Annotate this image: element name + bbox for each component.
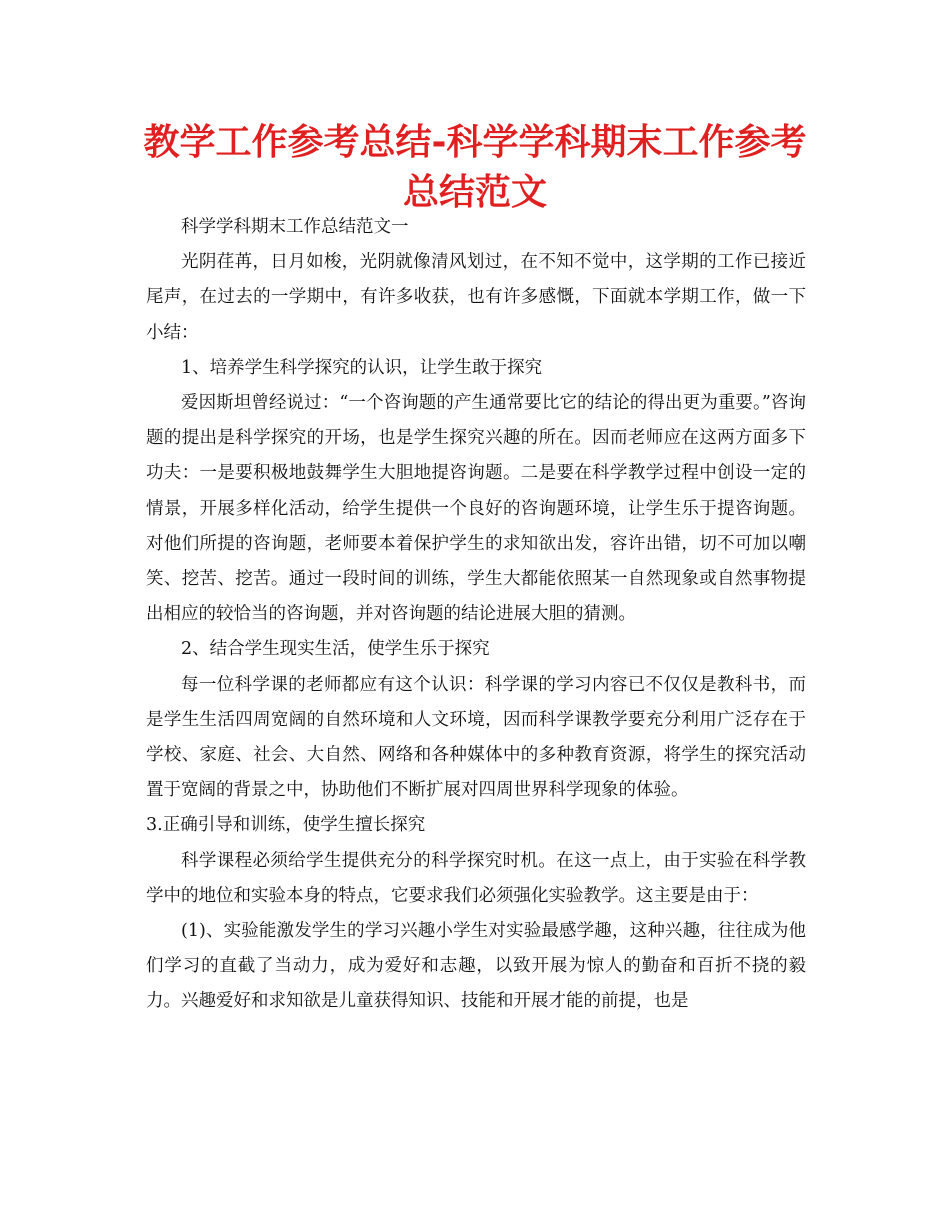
paragraph: 光阴荏苒，日月如梭，光阴就像清风划过，在不知不觉中，这学期的工作已接近尾声，在过去的一学期中，有许多收获，也有许多感慨，下面就本学期工作，做一下小结： <box>146 252 806 343</box>
paragraph: 科学学科期末工作总结范文一 <box>181 217 409 237</box>
paragraph: 每一位科学课的老师都应有这个认识：科学课的学习内容已不仅仅是教科书，而是学生生活四周宽阔的自然环境和人文环境，因而科学课教学要充分利用广泛存在于学校、家庭、社会、大自然、网络和各种媒体中的多种教育资源，将学生的探究活动置于宽阔的背景之中，协助他们不断扩展对四周世界科学现象的体验。 <box>146 674 806 801</box>
section-heading: 3.正确引导和训练，使学生擅长探究 <box>146 815 426 836</box>
section-heading: 2、结合学生现实生活，使学生乐于探究 <box>181 639 490 660</box>
document-body <box>146 210 806 1020</box>
section-heading: 1、培养学生科学探究的认识，让学生敢于探究 <box>181 357 543 378</box>
paragraph: 科学课程必须给学生提供充分的科学探究时机。在这一点上，由于实验在科学教学中的地位和实验本身的特点，它要求我们必须强化实验教学。这主要是由于： <box>146 850 806 906</box>
paragraph: (1)、实验能激发学生的学习兴趣小学生对实验最感学趣，这种兴趣，往往成为他们学习的直截了当动力，成为爱好和志趣，以致开展为惊人的勤奋和百折不挠的毅力。兴趣爱好和求知欲是儿童获得知识、技能和开展才能的前提，也是 <box>146 921 806 1012</box>
paragraph: 爱因斯坦曾经说过：“一个咨询题的产生通常要比它的结论的得出更为重要。”咨询题的提出是科学探究的开场，也是学生探究兴趣的所在。因而老师应在这两方面多下功夫：一是要积极地鼓舞学生大胆地提咨询题。二是要在科学教学过程中创设一定的情景，开展多样化活动，给学生提供一个良好的咨询题环境，让学生乐于提咨询题。对他们所提的咨询题，老师要本着保护学生的求知欲出发，容许出错，切不可加以嘲笑、挖苦、挖苦。通过一段时间的训练，学生大都能依照某一自然现象或自然事物提出相应的较恰当的咨询题，并对咨询题的结论进展大胆的猜测。 <box>146 393 806 625</box>
document-title: 教学工作参考总结-科学学科期末工作参考总结范文 <box>143 122 807 213</box>
